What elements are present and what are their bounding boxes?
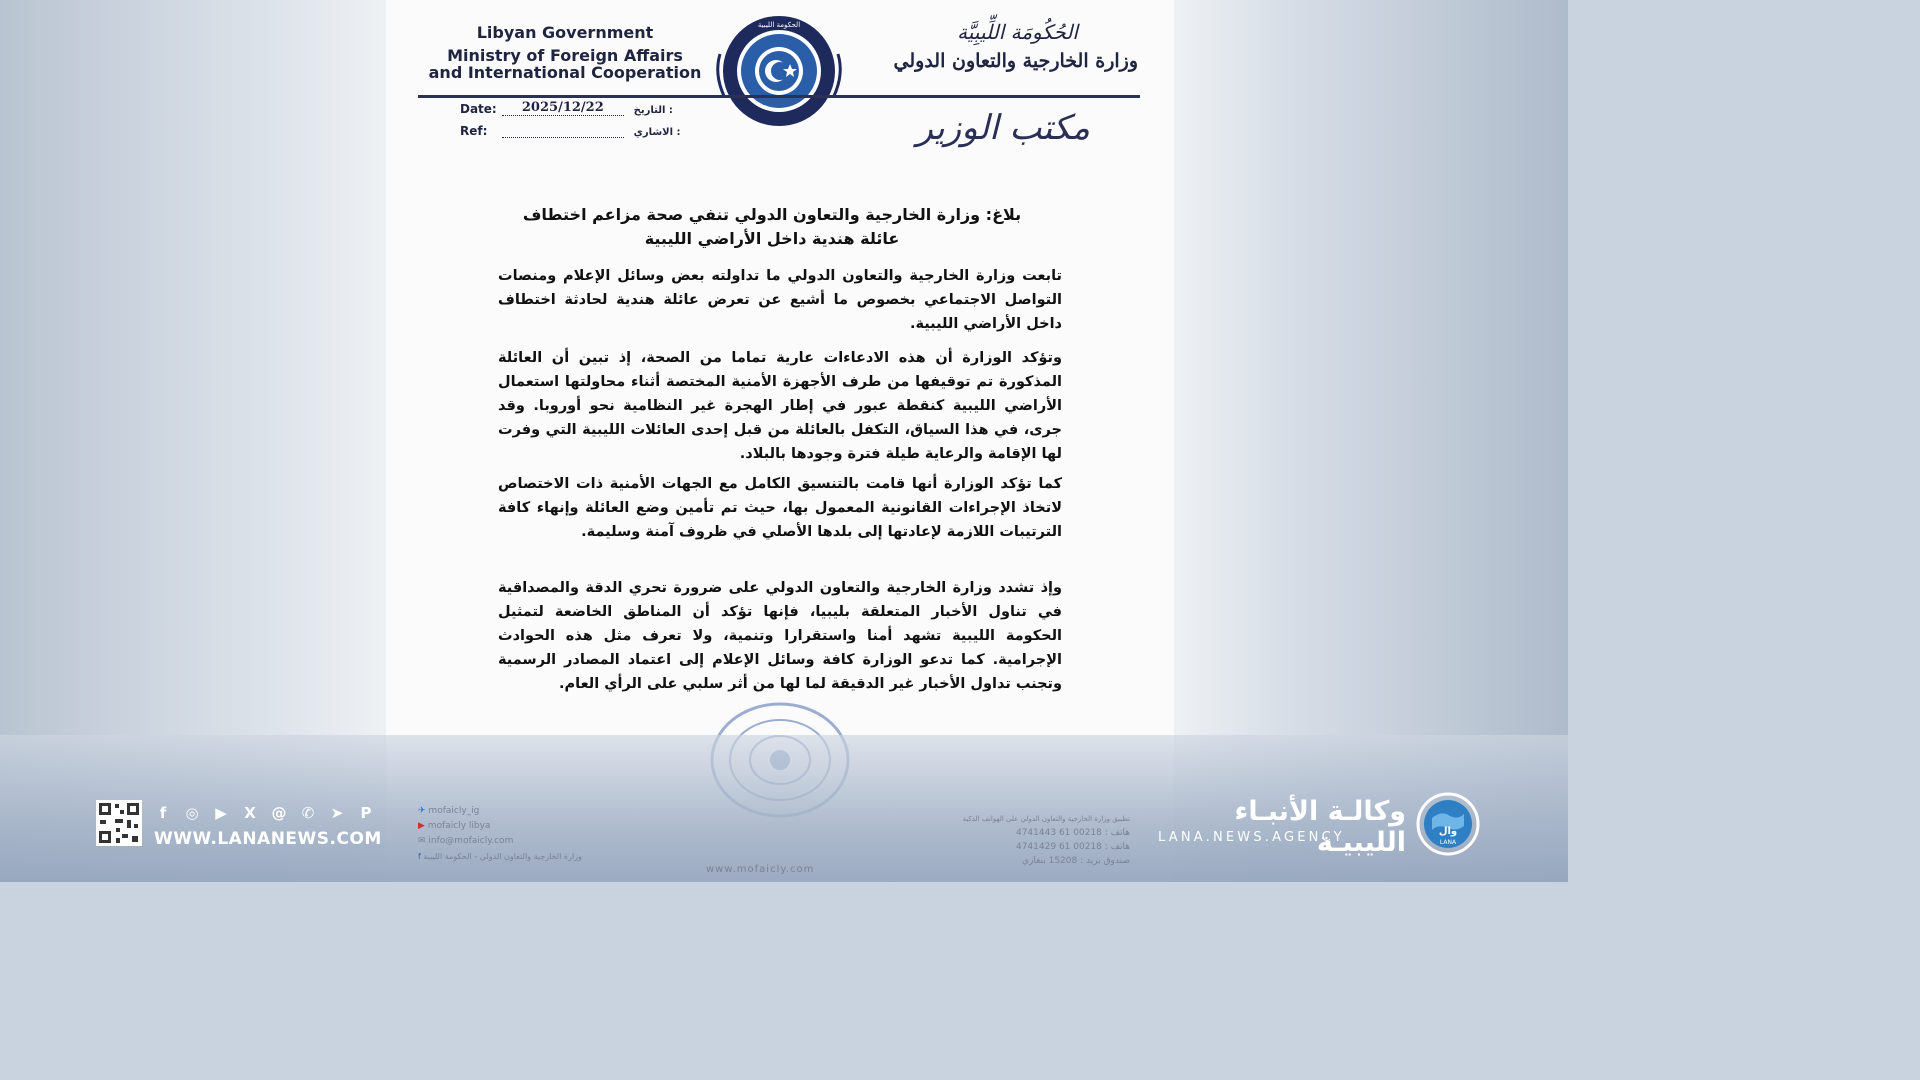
header-arabic [860, 20, 1138, 72]
emblem-ring-text: الحكومة الليبية [757, 21, 801, 29]
footer-youtube: ▶ mofaicly libya [418, 821, 491, 831]
title-line2: عائلة هندية داخل الأراضي الليبية [644, 229, 900, 248]
youtube-small-icon: ▶ [418, 821, 425, 831]
instagram-icon[interactable]: ◎ [185, 804, 199, 822]
header-divider [418, 95, 1140, 98]
youtube-icon[interactable]: ▶ [215, 804, 227, 822]
lana-logo-text: وال [1438, 826, 1458, 837]
telegram-icon[interactable]: ➤ [330, 804, 344, 822]
footer-phone2: هاتف : 00218 61 4741429 [1015, 842, 1130, 852]
lana-logo-icon [1414, 792, 1482, 856]
qr-code-icon [96, 800, 142, 846]
footer-instagram: ✈ mofaicly_ig [418, 806, 480, 816]
title-line1: بلاغ: وزارة الخارجية والتعاون الدولي تنفي صحة مزاعم اختطاف [522, 205, 1022, 224]
english-government: Libyan Government [476, 23, 654, 42]
paragraph-1: تابعت وزارة الخارجية والتعاون الدولي ما تداولته بعض وسائل الإعلام ومنصات التواصل الاجتماعي بخصوص ما أشيع عن تعرض عائلة هندية لحادثة اختطاف داخل الأراضي الليبية. [498, 268, 1062, 332]
header-english [420, 24, 710, 81]
date-label: Date: [460, 102, 497, 116]
facebook-small-icon: f [418, 852, 421, 861]
english-ministry-line1: Ministry of Foreign Affairs [447, 46, 683, 65]
mail-icon: ✉ [418, 836, 426, 846]
footer-facebook: f وزارة الخارجية والتعاون الدولي - الحكومة الليبية [418, 852, 582, 861]
paragraph-2: وتؤكد الوزارة أن هذه الادعاءات عارية تماما من الصحة، إذ تبين أن العائلة المذكورة تم توقيفها من طرف الأجهزة الأمنية المختصة أثناء محاولتها استعمال الأراضي الليبية كنقطة عبور في إطار الهجرة غير النظامية نحو أوروبا. وقد جرى، في هذا السياق، التكفل بالعائلة من قبل إحدى العائلات الليبية التي وفرت لها الإقامة والرعاية طيلة فترة وجودها بالبلاد. [498, 350, 1062, 462]
lana-name-english: LANA.NEWS.AGENCY [1158, 830, 1345, 845]
whatsapp-icon[interactable]: ✆ [301, 804, 315, 822]
lana-website[interactable]: WWW.LANANEWS.COM [154, 829, 382, 849]
ref-label: Ref: [460, 124, 488, 138]
lana-name-arabic: وكالـة الأنبـاء الليبيـة [1234, 796, 1406, 858]
lana-logo-sub: LANA [1439, 839, 1457, 846]
threads-icon[interactable]: @ [271, 804, 287, 822]
ministry-emblem-icon [706, 14, 852, 130]
footer-app-note: تطبيق وزارة الخارجية والتعاون الدولي على الهواتف الذكية [962, 815, 1130, 823]
footer-website: www.mofaicly.com [706, 864, 815, 875]
statement-title [500, 203, 1044, 251]
twitter-icon: ✈ [418, 806, 426, 816]
footer-email: ✉ info@mofaicly.com [418, 836, 514, 846]
x-icon[interactable]: X [244, 804, 256, 822]
paragraph-3: كما تؤكد الوزارة أنها قامت بالتنسيق الكامل مع الجهات الأمنية ذات الاختصاص لاتخاذ الإجراءات القانونية المعمول بها، حيث تم تأمين وضع العائلة وإنهاء كافة الترتيبات اللازمة لإعادتها إلى بلدها الأصلي في ظروف آمنة وسليمة. [498, 476, 1062, 540]
ref-label-arabic: الاشاري : [633, 127, 681, 138]
english-ministry-line2: and International Cooperation [428, 63, 702, 82]
paragraph-4: وإذ تشدد وزارة الخارجية والتعاون الدولي على ضرورة تحري الدقة والمصداقية في تناول الأخبار المتعلقة بليبيا، فإنها تؤكد أن المناطق الخاضعة لتمثيل الحكومة الليبية تشهد أمنا واستقرارا وتنمية، ولا تعرف مثل هذه الحوادث الإجرامية. كما تدعو الوزارة كافة وسائل الإعلام إلى اعتماد المصادر الرسمية وتجنب تداول الأخبار غير الدقيقة لما لها من أثر سلبي على الرأي العام. [498, 580, 1062, 692]
arabic-government: الحُكُومَة اللِّيبِيَّة [957, 20, 1078, 44]
date-label-arabic: التاريخ : [633, 105, 673, 116]
pinterest-icon[interactable]: P [360, 804, 372, 822]
letter-footer-right [940, 812, 1130, 868]
arabic-ministry: وزارة الخارجية والتعاون الدولي [893, 50, 1138, 72]
minister-office-signature: مكتب الوزير [916, 108, 1090, 148]
social-icons [152, 802, 377, 824]
ref-row [460, 124, 681, 138]
date-value: 2025/12/22 [502, 100, 624, 116]
letter-footer-left [418, 804, 582, 864]
footer-pobox: صندوق بريد : 15208 بنغازي [1022, 856, 1130, 866]
footer-phone1: هاتف : 00218 61 4741443 [1015, 828, 1130, 838]
date-row [460, 100, 673, 116]
ref-value [502, 137, 624, 138]
facebook-icon[interactable]: f [159, 804, 167, 822]
